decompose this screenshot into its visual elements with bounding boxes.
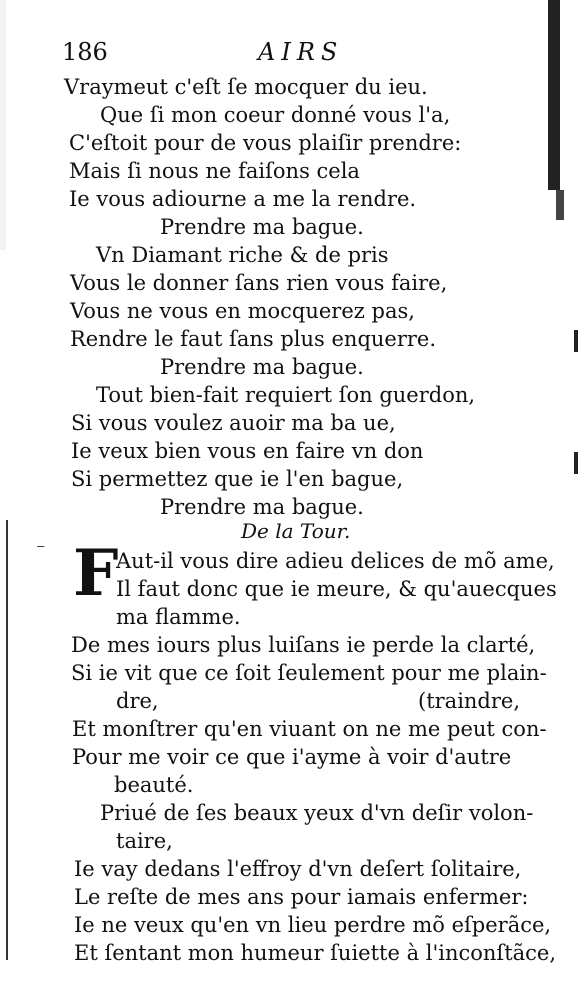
verse-line: Vous ne vous en mocquerez pas, xyxy=(70,299,415,323)
verse-line: C'eſtoit pour de vous plaiſir prendre: xyxy=(69,131,462,155)
verse-line: Vous le donner ſans rien vous faire, xyxy=(70,271,448,295)
verse-line: Et ſentant mon humeur ſuiette à l'inconſtãce, xyxy=(74,941,557,965)
verse-line: Priué de ſes beaux yeux d'vn deſir volon- xyxy=(100,801,534,825)
verse-line: beauté. xyxy=(114,773,194,797)
verse-line: Ie ne veux qu'en vn lieu perdre mõ eſperãce, xyxy=(74,913,552,937)
margin-mark: ⁻ xyxy=(36,540,46,561)
verse-line: taire, xyxy=(116,829,173,853)
verse-line: Le reſte de mes ans pour iamais enfermer: xyxy=(74,885,529,909)
verse-line: Que ſi mon coeur donné vous l'a, xyxy=(100,103,451,127)
page-header xyxy=(62,38,462,72)
left-binding-line xyxy=(6,520,8,960)
left-page-edge xyxy=(0,0,6,250)
page-number: 186 xyxy=(62,38,108,66)
running-title: AIRS xyxy=(258,38,344,66)
verse-line: Pour me voir ce que i'ayme à voir d'autre xyxy=(72,745,512,769)
verse-line: Rendre le faut ſans plus enquerre. xyxy=(70,327,437,351)
right-edge-mark xyxy=(574,452,578,474)
verse-line: Et monſtrer qu'en viuant on ne me peut con- xyxy=(72,717,547,741)
refrain-line: Prendre ma bague. xyxy=(160,215,364,239)
verse-line: Tout bien-fait requiert ſon guerdon, xyxy=(96,383,476,407)
verse-line: dre, xyxy=(116,689,159,713)
verse-line: (traindre, xyxy=(418,689,521,713)
verse-line: Si vous voulez auoir ma ba ue, xyxy=(71,411,396,435)
verse-line: Vraymeut c'eſt ſe mocquer du ieu. xyxy=(64,75,428,99)
drop-cap: F xyxy=(73,536,119,611)
verse-line: Aut-il vous dire adieu delices de mõ ame, xyxy=(116,549,555,573)
verse-line: Il faut donc que ie meure, & qu'auecques xyxy=(116,577,557,601)
refrain-line: Prendre ma bague. xyxy=(160,355,364,379)
verse-line: ma flamme. xyxy=(116,605,241,629)
verse-line: Vn Diamant riche & de pris xyxy=(96,243,389,267)
author-attribution: De la Tour. xyxy=(241,519,351,543)
verse-line: Ie veux bien vous en faire vn don xyxy=(71,439,424,463)
right-edge-mark-top xyxy=(548,0,560,190)
right-edge-mark xyxy=(574,330,578,352)
verse-line: Ie vay dedans l'effroy d'vn deſert ſolitaire, xyxy=(74,857,522,881)
verse-line: Si ie vit que ce ſoit ſeulement pour me plain- xyxy=(71,661,547,685)
refrain-line: Prendre ma bague. xyxy=(160,495,364,519)
right-edge-mark xyxy=(556,190,564,220)
verse-line: Ie vous adiourne a me la rendre. xyxy=(69,187,417,211)
verse-line: Si permettez que ie l'en bague, xyxy=(71,467,404,491)
verse-line: Mais ſi nous ne faiſons cela xyxy=(69,159,360,183)
verse-line: De mes iours plus luiſans ie perde la clarté, xyxy=(71,633,536,657)
